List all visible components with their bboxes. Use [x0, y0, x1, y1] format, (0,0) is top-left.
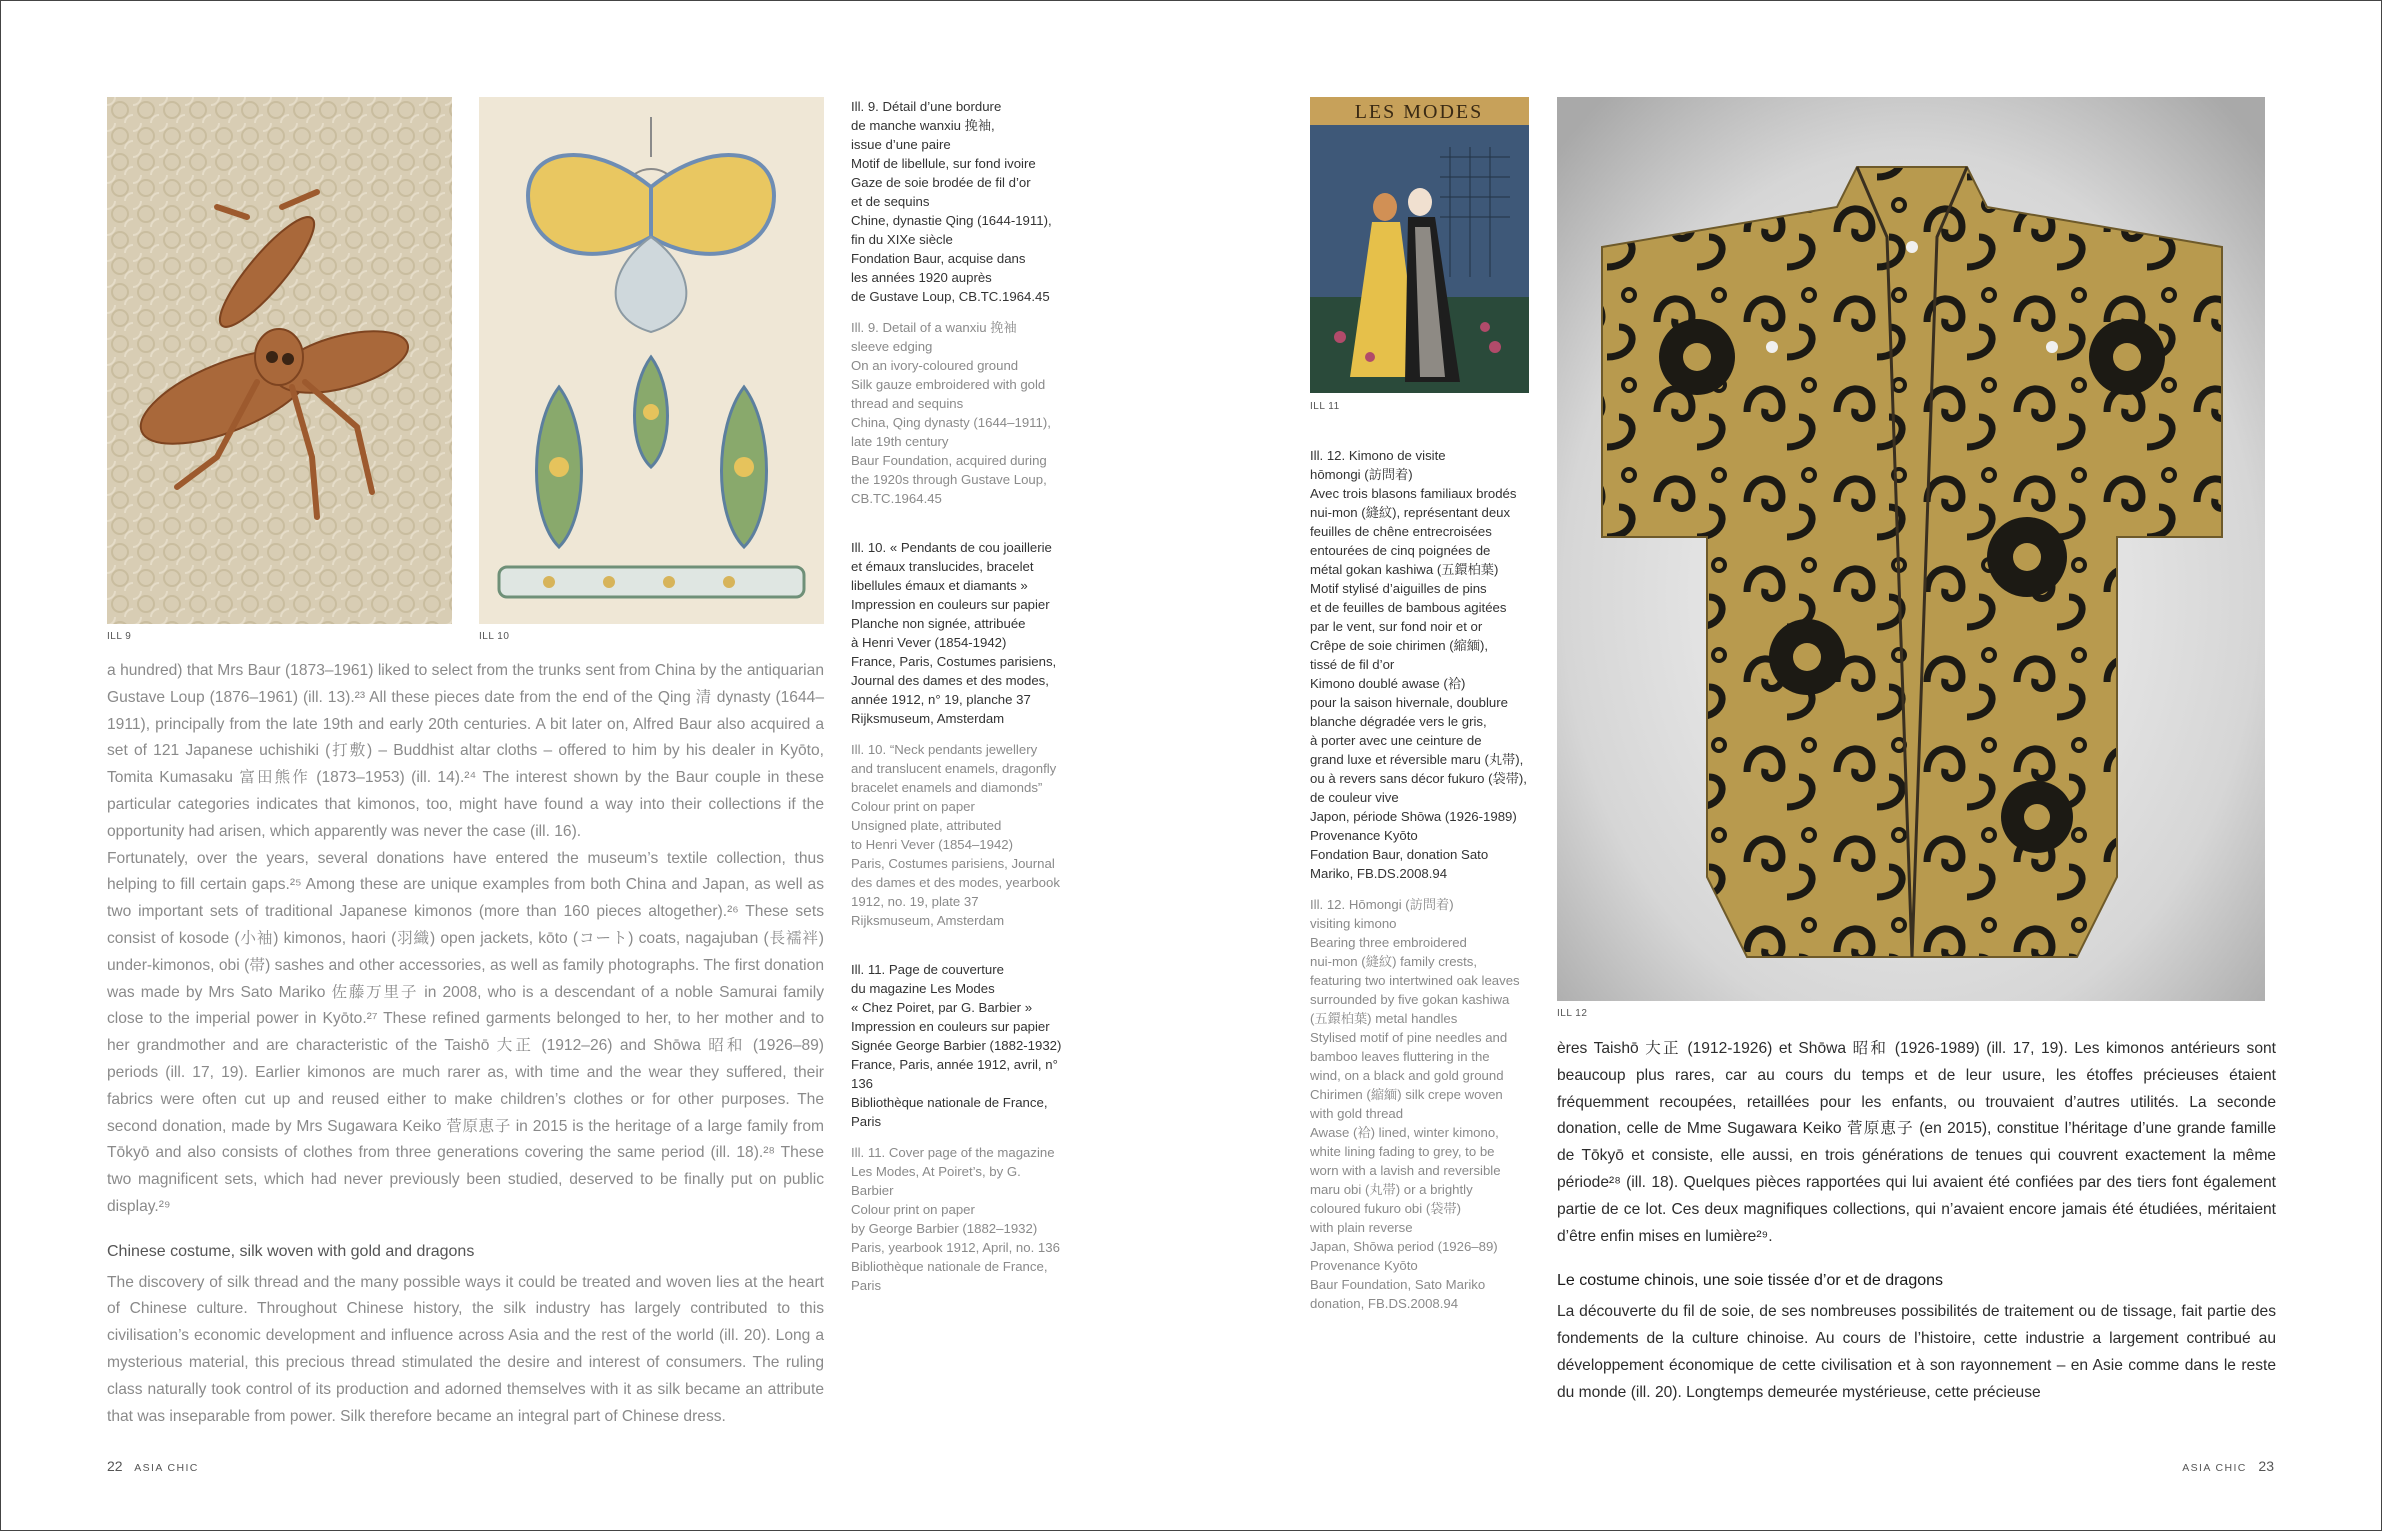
captions-right-column — [1310, 446, 1532, 1325]
caption-ill10-en: Ill. 10. “Neck pendants jewellery and translucent enamels, dragonfly bracelet enamels and diamonds” Colour print on paper Unsigned plate, attributed to Henri Vever (1854–1942) Paris, Costumes parisiens, Journal des dames et des modes, yearbook 1912, no. 19, plate 37 Rijksmuseum, Amsterdam — [851, 742, 1060, 928]
ill10-label: ILL 10 — [479, 631, 510, 642]
body-fr-heading: Le costume chinois, une soie tissée d’or et de dragons — [1557, 1272, 1944, 1290]
caption-ill11-en: Ill. 11. Cover page of the magazine Les Modes, At Poiret’s, by G. Barbier Colour print on paper by George Barbier (1882–1932) Paris, yearbook 1912, April, no. 136 Bibliothèque nationale de France, Paris — [851, 1145, 1060, 1293]
footer-right — [2182, 1458, 2274, 1474]
running-title-left: ASIA CHIC — [134, 1462, 199, 1474]
page-number-right: 23 — [2258, 1458, 2274, 1474]
body-en-heading: Chinese costume, silk woven with gold and dragons — [107, 1242, 475, 1260]
ill9-label: ILL 9 — [107, 631, 132, 642]
body-en-paragraph-1: a hundred) that Mrs Baur (1873–1961) liked to select from the trunks sent from China by the antiquarian Gustave Loup (1876–1961) (ill. 13).²³ All these pieces date from the end of the Qing 清 dynasty (1644–1911), principally from the late 19th and early 20th centuries. A bit later on, Alfred Baur also acquired a set of 121 Japanese uchishiki (打敷) – Buddhist altar cloths – offered to him by his dealer in Kyōto, Tomita Kumasaku 富田熊作 (1873–1953) (ill. 14).²⁴ The interest shown by the Baur couple in these particular categories indicates that kimonos, too, might have found a way into their collections if the opportunity had arisen, which apparently was never the case (ill. 16). — [107, 662, 824, 840]
ill11-les-modes-cover — [1310, 97, 1529, 393]
caption-ill12-en: Ill. 12. Hōmongi (訪問着) visiting kimono Bearing three embroidered nui-mon (縫紋) family crests, featuring two intertwined oak leaves surrounded by five gokan kashiwa (五鐶柏葉) metal handles Stylised motif of pine needles and bamboo leaves fluttering in the wind, on a black and gold ground Chirimen (縮緬) silk crepe woven with gold thread Awase (袷) lined, winter kimono, white lining fading to grey, to be worn with a lavish and reversible maru obi (丸帯) or a brightly coloured fukuro obi (袋帯) with plain reverse Japan, Shōwa period (1926–89) Provenance Kyōto Baur Foundation, Sato Mariko donation, FB.DS.2008.94 — [1310, 897, 1520, 1311]
body-en-paragraph-2: Fortunately, over the years, several donations have entered the museum’s textile collection, thus helping to fill certain gaps.²⁵ Among these are unique examples from both China and Japan, as well as two important sets of traditional Japanese kimonos (more than 160 pieces altogether).²⁶ These sets consist of kosode (小袖) kimonos, haori (羽織) open jackets, kōto (コート) coats, nagajuban (長襦袢) under-kimonos, obi (帯) sashes and other accessories, as well as family photographs. The first donation was made by Mrs Sato Mariko 佐藤万里子 in 2008, who is a descendant of a noble Samurai family close to the imperial power in Kyōto.²⁷ These refined garments belonged to her, to her mother and to her grandmother and are characteristic of the Taishō 大正 (1912–26) and Shōwa 昭和 (1926–89) periods (ill. 17, 19). Earlier kimonos are much rarer as, with time and the wear they suffered, their fabrics were often cut up and reused either to make children’s clothes or for other purposes. The second donation, made by Mrs Sugawara Keiko 菅原恵子 in 2015 is the heritage of a large family from Tōkyō and also consists of clothes from three generations covering the same period (ill. 18).²⁸ These two magnificent sets, which had never previously been studied, deserved to be finally put on public display.²⁹ — [107, 849, 824, 1215]
ill12-kimono-photo — [1557, 97, 2265, 1001]
ill9-dragonfly-embroidery — [107, 97, 452, 624]
body-text-english — [107, 658, 824, 1430]
ill12-label: ILL 12 — [1557, 1008, 1588, 1019]
ill10-jewellery-plate — [479, 97, 824, 624]
body-fr-paragraph-2: La découverte du fil de soie, de ses nombreuses possibilités de traitement ou de tissage, fait partie des fondements de la culture chinoise. Au cours de l’histoire, cette industrie a largement contribué au développement économique de cette civilisation et à son rayonnement – en Asie comme dans le reste du monde (ill. 20). Longtemps demeurée mystérieuse, cette précieuse — [1557, 1303, 2276, 1401]
page-number-left: 22 — [107, 1458, 123, 1474]
caption-ill10-fr: Ill. 10. « Pendants de cou joaillerie et émaux translucides, bracelet libellules émaux et diamants » Impression en couleurs sur papier Planche non signée, attribuée à Henri Vever (1854-1942) France, Paris, Costumes parisiens, Journal des dames et des modes, année 1912, n° 19, planche 37 Rijksmuseum, Amsterdam — [851, 540, 1057, 726]
running-title-right: ASIA CHIC — [2182, 1462, 2247, 1474]
captions-left-column — [851, 97, 1066, 1307]
footer-left — [107, 1458, 199, 1474]
body-en-paragraph-3: The discovery of silk thread and the many possible ways it could be treated and woven lies at the heart of Chinese culture. Throughout Chinese history, the silk industry has largely contributed to this civilisation’s economic development and influence across Asia and the rest of the world (ill. 20). Long a mysterious material, this precious thread stimulated the desire and interest of consumers. The ruling class naturally took control of its production and adorned themselves with it as silk became an attribute that was inseparable from power. Silk therefore became an integral part of Chinese dress. — [107, 1273, 824, 1425]
caption-ill9-fr: Ill. 9. Détail d’une bordure de manche wanxiu 挽袖, issue d’une paire Motif de libellule, sur fond ivoire Gaze de soie brodée de fil d’or et de sequins Chine, dynastie Qing (1644-1911), fin du XIXe siècle Fondation Baur, acquise dans les années 1920 auprès de Gustave Loup, CB.TC.1964.45 — [851, 99, 1052, 304]
caption-ill12-fr: Ill. 12. Kimono de visite hōmongi (訪問着) Avec trois blasons familiaux brodés nui-mon (縫紋), représentant deux feuilles de chêne entrecroisées entourées de cinq poignées de métal gokan kashiwa (五鐶柏葉) Motif stylisé d’aiguilles de pins et de feuilles de bambous agitées par le vent, sur fond noir et or Crêpe de soie chirimen (縮緬), tissé de fil d’or Kimono doublé awase (袷) pour la saison hivernale, doublure blanche dégradée vers le gris, à porter avec une ceinture de grand luxe et réversible maru (丸帯), ou à revers sans décor fukuro (袋帯), de couleur vive Japon, période Shōwa (1926-1989) Provenance Kyōto Fondation Baur, donation Sato Mariko, FB.DS.2008.94 — [1310, 448, 1527, 881]
caption-ill9-en: Ill. 9. Detail of a wanxiu 挽袖 sleeve edging On an ivory-coloured ground Silk gauze embroidered with gold thread and sequins China, Qing dynasty (1644–1911), late 19th century Baur Foundation, acquired during the 1920s through Gustave Loup, CB.TC.1964.45 — [851, 320, 1051, 506]
body-text-french — [1557, 1036, 2276, 1406]
les-modes-masthead: LES MODES — [1354, 101, 1484, 123]
caption-ill11-fr: Ill. 11. Page de couverture du magazine Les Modes « Chez Poiret, par G. Barbier » Impression en couleurs sur papier Signée George Barbier (1882-1932) France, Paris, année 1912, avril, n° 136 Bibliothèque nationale de France, Paris — [851, 962, 1062, 1129]
body-fr-paragraph-1: ères Taishō 大正 (1912-1926) et Shōwa 昭和 (1926-1989) (ill. 17, 19). Les kimonos antérieurs sont beaucoup plus rares, car au cours du temps et de leur usure, les étoffes précieuses étaient fréquemment recoupées, retaillées pour les enfants, ou trouvaient d’autres utilités. La seconde donation, celle de Mme Sugawara Keiko 菅原恵子 (en 2015), constitue l’héritage d’une grande famille de Tōkyō et consiste, elle aussi, en trois générations de tenues qui couvrent exactement la même période²⁸ (ill. 18). Quelques pièces rapportées qui lui avaient été confiées par des tiers font également partie de ce lot. Ces deux magnifiques collections, qui n’avaient encore jamais été étudiées, méritaient d’être enfin mises en lumière²⁹. — [1557, 1040, 2276, 1245]
ill11-label: ILL 11 — [1310, 401, 1340, 412]
